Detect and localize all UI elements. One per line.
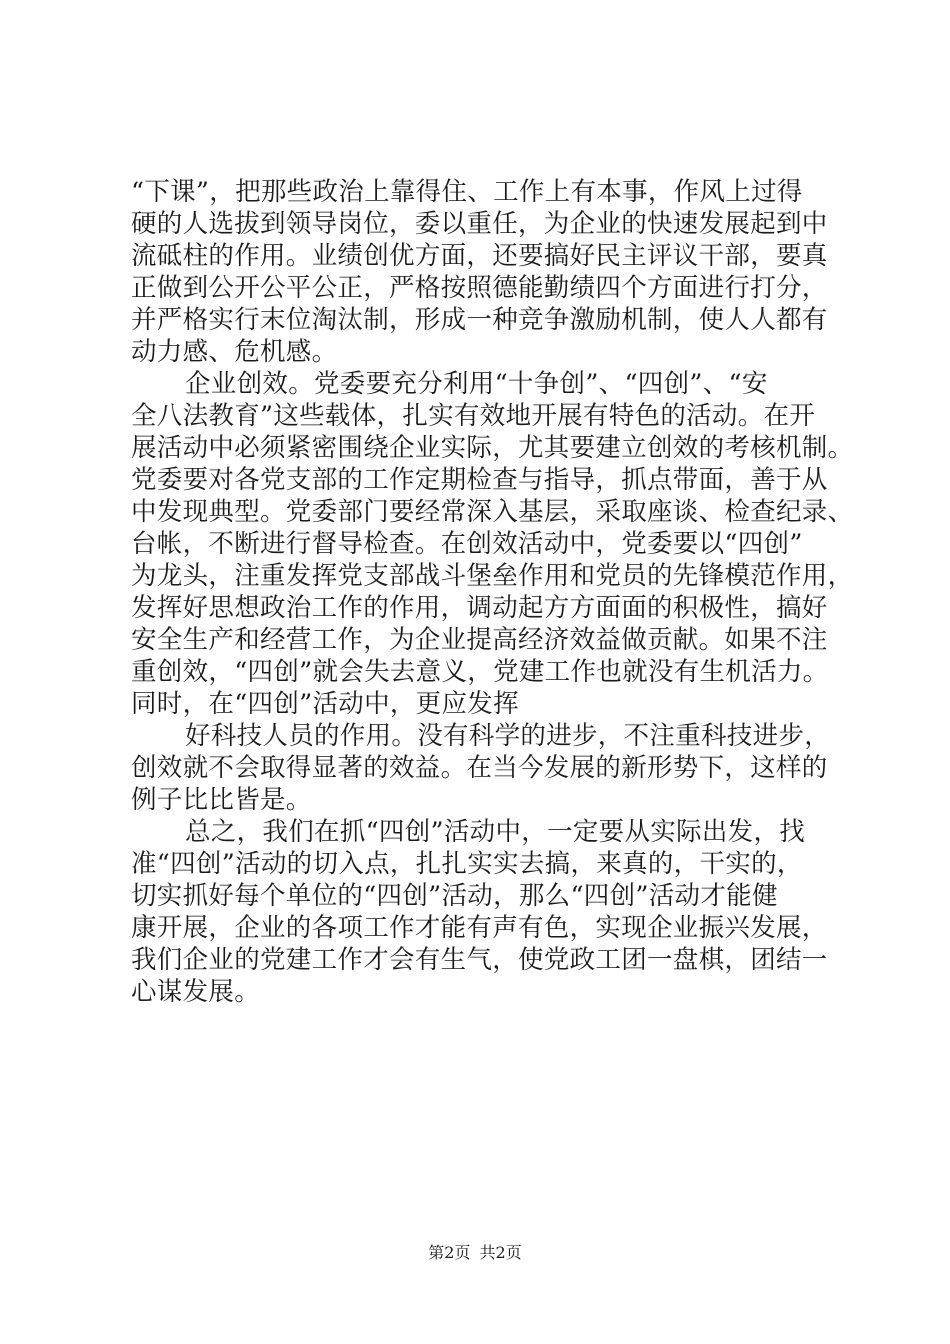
- page-number: 第2页: [428, 1243, 471, 1262]
- text-line: 台帐，不断进行督导检查。在创效活动中，党委要以“四创”: [131, 529, 803, 559]
- text-line: 并严格实行末位淘汰制，形成一种竞争激励机制，使人人都有: [131, 305, 828, 335]
- text-line: 同时，在“四创”活动中，更应发挥: [131, 689, 519, 719]
- text-line: 硬的人选拔到领导岗位，委以重任，为企业的快速发展起到中: [131, 209, 828, 239]
- text-line: 中发现典型。党委部门要经常深入基层，采取座谈、检查纪录、: [131, 497, 854, 527]
- text-line: 好科技人员的作用。没有科学的进步，不注重科技进步，: [185, 721, 831, 751]
- text-line: 企业创效。党委要充分利用“十争创”、“四创”、“安: [185, 369, 768, 399]
- text-line: 安全生产和经营工作，为企业提高经济效益做贡献。如果不注: [131, 625, 828, 655]
- text-line: 动力感、危机感。: [131, 337, 338, 367]
- text-line: 例子比比皆是。: [131, 785, 312, 815]
- page-footer: [0, 1243, 950, 1263]
- text-line: 展活动中必须紧密围绕企业实际，尤其要建立创效的考核机制。: [131, 433, 854, 463]
- text-line: 正做到公开公平公正，严格按照德能勤绩四个方面进行打分，: [131, 273, 828, 303]
- text-line: 准“四创”活动的切入点，扎扎实实去搞，来真的，干实的，: [131, 849, 803, 879]
- text-line: 我们企业的党建工作才会有生气，使党政工团一盘棋，团结一: [131, 945, 828, 975]
- text-line: 党委要对各党支部的工作定期检查与指导，抓点带面，善于从: [131, 465, 828, 495]
- text-line: 康开展，企业的各项工作才能有声有色，实现企业振兴发展，: [131, 913, 828, 943]
- text-line: “下课”，把那些政治上靠得住、工作上有本事，作风上过得: [131, 177, 803, 207]
- text-line: 发挥好思想政治工作的作用，调动起方方面面的积极性，搞好: [131, 593, 828, 623]
- page-total: 共2页: [479, 1243, 522, 1262]
- text-line: 创效就不会取得显著的效益。在当今发展的新形势下，这样的: [131, 753, 828, 783]
- text-line: 全八法教育”这些载体，扎实有效地开展有特色的活动。在开: [131, 401, 816, 431]
- text-line: 重创效，“四创”就会失去意义，党建工作也就没有生机活力。: [131, 657, 829, 687]
- body-text: [131, 176, 854, 1008]
- text-line: 切实抓好每个单位的“四创”活动，那么“四创”活动才能健: [131, 881, 778, 911]
- text-line: 为龙头，注重发挥党支部战斗堡垒作用和党员的先锋模范作用，: [131, 561, 854, 591]
- text-line: 心谋发展。: [131, 977, 261, 1007]
- text-line: 总之，我们在抓“四创”活动中，一定要从实际出发，找: [185, 817, 806, 847]
- text-line: 流砥柱的作用。业绩创优方面，还要搞好民主评议干部，要真: [131, 241, 828, 271]
